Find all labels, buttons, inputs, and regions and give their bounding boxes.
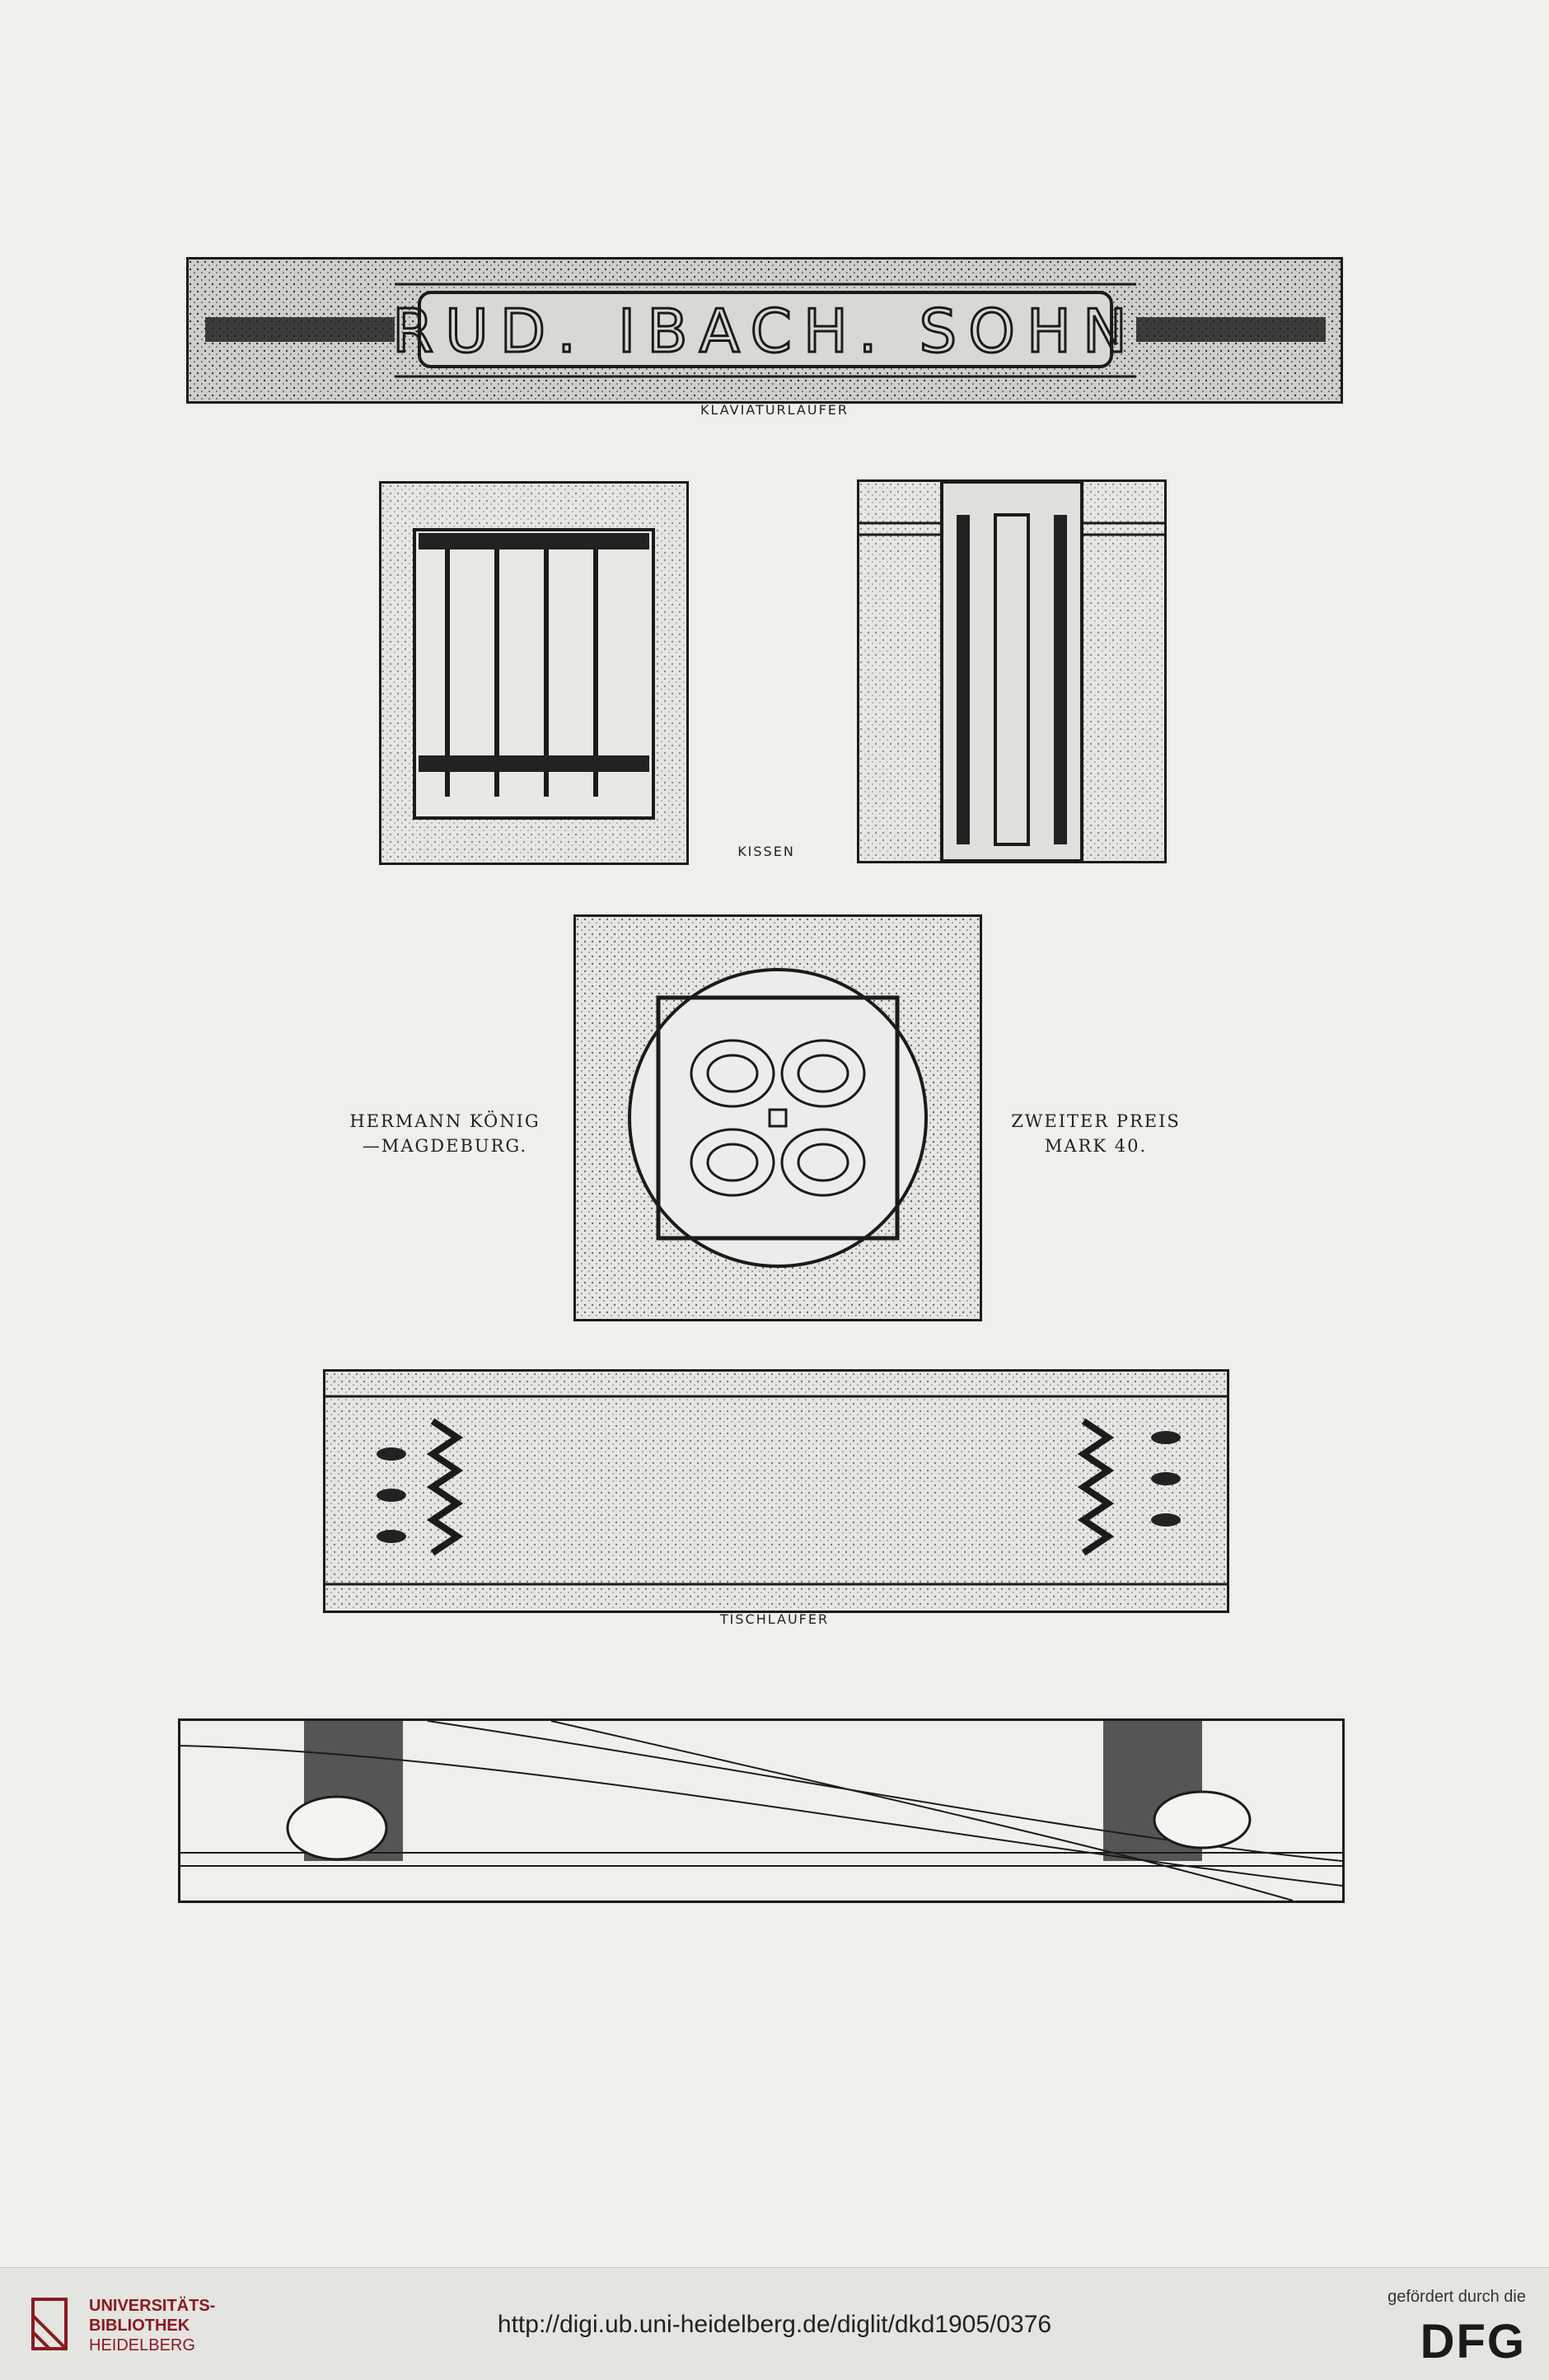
credit-left <box>346 1109 544 1158</box>
kissen-left-panel <box>379 481 689 865</box>
credit-right-prize: ZWEITER PREIS <box>1011 1111 1181 1131</box>
ducks-frieze-drawing <box>180 1721 1342 1901</box>
institution-name: UNIVERSITÄTS- BIBLIOTHEK HEIDELBERG <box>89 2297 216 2354</box>
duck-right-icon <box>1154 1792 1250 1848</box>
kissen-right-pattern <box>859 482 1164 861</box>
credit-right <box>1005 1109 1186 1158</box>
ducks-frieze-panel <box>178 1718 1345 1903</box>
center-square-panel <box>573 914 982 1321</box>
kissen-left-pattern <box>381 484 686 863</box>
klaviaturlaeufer-panel <box>186 257 1343 404</box>
credit-right-amount: MARK 40. <box>1044 1136 1148 1156</box>
duck-left-icon <box>288 1797 386 1859</box>
credit-left-city: —MAGDEBURG. <box>362 1136 528 1156</box>
caption-kissen: KISSEN <box>737 844 795 859</box>
tischlaeufer-panel <box>323 1369 1229 1613</box>
banner-text: RUD. IBACH. SOHN <box>392 297 1139 366</box>
caption-tischlaeufer: TISCHLÄUFER <box>719 1611 830 1627</box>
credit-left-name: HERMANN KÖNIG <box>349 1111 541 1131</box>
dfg-logo-icon: DFG <box>1420 2315 1526 2368</box>
permalink-url[interactable]: http://digi.ub.uni-heidelberg.de/diglit/dkd1905/0376 <box>497 2311 1052 2338</box>
funded-by-label: gefördert durch die <box>1388 2288 1526 2306</box>
caption-klaviaturlaeufer: KLAVIATURLÄUFER <box>700 402 849 418</box>
footer-bar <box>0 2267 1549 2380</box>
banner-ornament <box>189 260 1341 401</box>
center-square-pattern <box>576 917 980 1319</box>
kissen-right-panel <box>857 479 1167 863</box>
tischlaeufer-pattern <box>325 1372 1227 1611</box>
